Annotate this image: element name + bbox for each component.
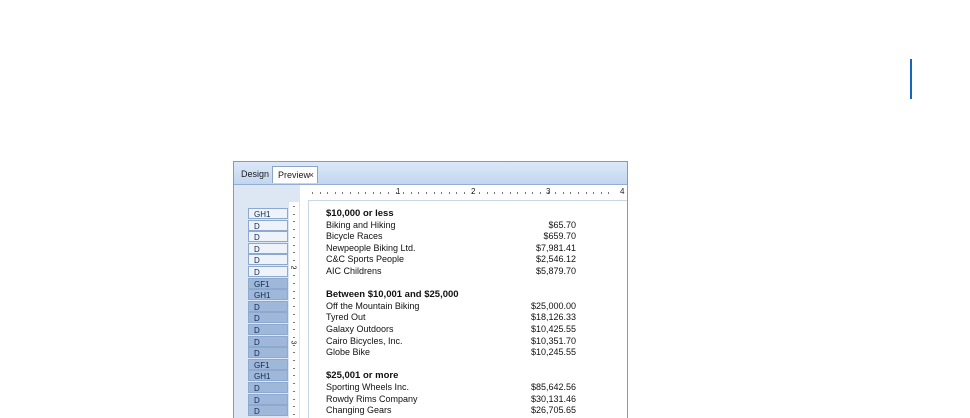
customer-name: Changing Gears [326, 405, 392, 416]
ruler-tick [441, 192, 442, 194]
section-label-d[interactable]: D [248, 301, 288, 312]
ruler-tick [293, 214, 295, 215]
ruler-number: 2 [471, 187, 476, 196]
ruler-tick [532, 192, 533, 194]
ruler-tick [293, 283, 295, 284]
sales-amount: $2,546.12 [535, 254, 576, 265]
ruler-tick [517, 192, 518, 194]
section-label-d[interactable]: D [248, 324, 288, 335]
customer-name: Newpeople Biking Ltd. [326, 242, 416, 253]
customer-name: Biking and Hiking [326, 219, 396, 230]
horizontal-ruler [308, 185, 627, 201]
ruler-tick [570, 192, 571, 194]
section-label-d[interactable]: D [248, 336, 288, 347]
section-label-d[interactable]: D [248, 254, 288, 265]
section-label-d[interactable]: D [248, 220, 288, 231]
ruler-tick [510, 192, 511, 194]
sales-amount: $10,425.55 [530, 324, 576, 334]
ruler-tick [293, 375, 295, 376]
customer-name: Cairo Bicycles, Inc. [326, 335, 403, 346]
ruler-tick [335, 192, 336, 194]
sales-amount: $5,879.70 [535, 266, 576, 276]
ruler-number: 1 [396, 187, 401, 196]
ruler-tick [358, 192, 359, 194]
ruler-tick [320, 192, 321, 194]
customer-name: C&C Sports People [326, 254, 405, 265]
ruler-tick [293, 298, 295, 299]
customer-name: Off the Mountain Biking [326, 300, 420, 311]
report-designer-window [233, 161, 628, 418]
ruler-tick [434, 192, 435, 194]
ruler-tick [479, 192, 480, 194]
group-heading: Between $10,001 and $25,000 [326, 289, 459, 301]
ruler-tick [312, 192, 313, 194]
section-label-gf1[interactable]: GF1 [248, 359, 288, 370]
customer-name: Globe Bike [326, 347, 371, 358]
section-label-d[interactable]: D [248, 347, 288, 358]
customer-name: Rowdy Rims Company [326, 393, 418, 404]
customer-name: Bicycle Races [326, 231, 383, 242]
ruler-tick [464, 192, 465, 194]
ruler-tick [403, 192, 404, 194]
ruler-tick [373, 192, 374, 194]
text-cursor-bar [910, 59, 912, 99]
ruler-tick [586, 192, 587, 194]
tab-design[interactable]: Design [241, 169, 270, 179]
ruler-number: 4 [620, 187, 625, 196]
customer-name: Galaxy Outdoors [326, 324, 394, 334]
ruler-tick [293, 206, 295, 207]
ruler-tick [293, 368, 295, 369]
ruler-tick [388, 192, 389, 194]
section-label-d[interactable]: D [248, 382, 288, 393]
customer-name: Tyred Out [326, 312, 366, 323]
ruler-tick [449, 192, 450, 194]
ruler-tick [350, 192, 351, 194]
section-label-d[interactable]: D [248, 243, 288, 254]
ruler-tick [426, 192, 427, 194]
ruler-tick [365, 192, 366, 194]
ruler-tick [293, 360, 295, 361]
ruler-tick [555, 192, 556, 194]
ruler-tick [327, 192, 328, 194]
section-label-d[interactable]: D [248, 266, 288, 277]
ruler-tick [456, 192, 457, 194]
group-heading: $10,000 or less [326, 208, 394, 219]
tab-bar [234, 162, 627, 185]
section-label-d[interactable]: D [248, 312, 288, 323]
sales-amount: $26,705.65 [530, 405, 576, 416]
ruler-tick [494, 192, 495, 194]
section-label-gf1[interactable]: GF1 [248, 278, 288, 289]
ruler-tick [563, 192, 564, 194]
ruler-tick [608, 192, 609, 194]
section-label-gh1[interactable]: GH1 [248, 370, 288, 381]
ruler-tick [540, 192, 541, 194]
ruler-tick [487, 192, 488, 194]
tab-preview[interactable] [272, 166, 318, 183]
sales-amount: $10,351.70 [530, 335, 576, 346]
section-label-d[interactable]: D [248, 394, 288, 405]
sales-amount: $30,131.46 [530, 393, 576, 404]
tab-preview-label: Preview [278, 170, 311, 180]
ruler-number: 3 [546, 187, 551, 196]
ruler-tick [593, 192, 594, 194]
ruler-number: 2 [289, 265, 297, 270]
ruler-tick [525, 192, 526, 194]
section-label-gh1[interactable]: GH1 [248, 289, 288, 300]
ruler-tick [578, 192, 579, 194]
sales-amount: $659.70 [543, 231, 576, 242]
section-label-d[interactable]: D [248, 231, 288, 242]
ruler-tick [418, 192, 419, 194]
sales-amount: $18,126.33 [530, 312, 576, 323]
ruler-number: 3 [289, 340, 297, 345]
sales-amount: $25,000.00 [530, 300, 576, 311]
ruler-tick [502, 192, 503, 194]
ruler-tick [380, 192, 381, 194]
ruler-tick [411, 192, 412, 194]
sales-amount: $10,245.55 [530, 347, 576, 358]
sales-amount: $7,981.41 [535, 242, 576, 253]
ruler-tick [293, 291, 295, 292]
ruler-tick [342, 192, 343, 194]
close-icon[interactable]: × [308, 170, 314, 180]
section-label-gh1[interactable]: GH1 [248, 208, 288, 219]
customer-name: Sporting Wheels Inc. [326, 382, 410, 392]
group-heading: $25,001 or more [326, 370, 399, 382]
sales-amount: $85,642.56 [530, 382, 576, 392]
customer-name: AIC Childrens [326, 266, 382, 276]
ruler-tick [601, 192, 602, 194]
sales-amount: $65.70 [548, 219, 576, 230]
section-label-d[interactable]: D [248, 405, 288, 416]
